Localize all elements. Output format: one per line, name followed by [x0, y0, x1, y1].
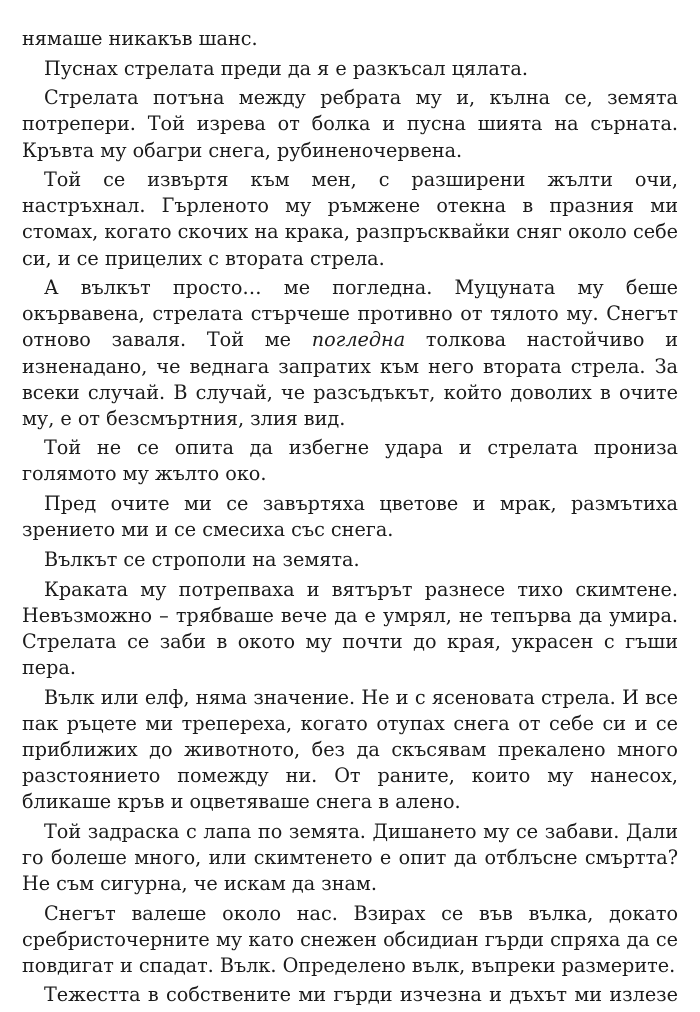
paragraph-text: толкова настойчиво и изненадано, че веднага запратих към него втората стрела. За всеки случай. В случай, че разсъдъкът, който доволих в очите му, е от безсмъртния, злия вид. — [22, 328, 678, 430]
paragraph: Той се извъртя към мен, с разширени жълти очи, настръхнал. Гърленото му ръмжене отекна в празния ми стомах, когато скочих на крака, разпръсквайки сняг около себе си, и се прицелих с втората стрела. — [22, 168, 678, 270]
paragraph: Пуснах стрелата преди да я е разкъсал цялата. — [44, 56, 528, 80]
paragraph — [22, 275, 678, 435]
paragraph: Снегът валеше около нас. Взирах се във вълка, докато сребристочерните му като снежен обсидиан гърди спряха да се повдигат и спадат. Вълк. Определено вълк, въпреки размерите. — [22, 901, 678, 977]
paragraph: Вълкът се строполи на земята. — [44, 547, 360, 571]
paragraph: Той не се опита да избегне удара и стрелата прониза голямото му жълто око. — [22, 436, 678, 486]
paragraph-continued: нямаше никакъв шанс. — [22, 27, 258, 50]
italic-emphasis: погледна — [311, 328, 406, 352]
paragraph: Вълк или елф, няма значение. Не и с ясеновата стрела. И все пак ръцете ми трепереха, когато отупах снега от себе си и се приближих до животното, без да скъсявам прекалено много разстоянието помежду ни. От раните, които му нанесох, бликаше кръв и оцветяваше снега в алено. — [22, 685, 678, 813]
paragraph: Пред очите ми се завъртяха цветове и мрак, размътиха зрението ми и се смесиха със снега. — [22, 492, 678, 542]
paragraph: Той задраска с лапа по земята. Дишането му се забави. Дали го болеше много, или скимтенето е опит да отблъсне смъртта? Не съм сигурна, че искам да знам. — [22, 819, 678, 895]
book-page — [22, 26, 678, 1012]
paragraph-text: А вълкът просто… ме погледна. Муцуната му беше окървавена, стрелата стърчеше противно от тялото му. Снегът отново заваля. Той ме — [22, 276, 678, 352]
paragraph-continues-next-page: Тежестта в собствените ми гърди изчезна и дъхът ми излезе — [44, 983, 678, 1007]
paragraph: Стрелата потъна между ребрата му и, кълна се, земята потрепери. Той изрева от болка и пусна шията на сърната. Кръвта му обагри снега, рубиненочервена. — [22, 86, 678, 162]
paragraph: Краката му потрепваха и вятърът разнесе тихо скимтене. Невъзможно – трябваше вече да е умрял, не тепърва да умира. Стрелата се заби в окото му почти до края, украсен с гъши пера. — [22, 577, 678, 679]
